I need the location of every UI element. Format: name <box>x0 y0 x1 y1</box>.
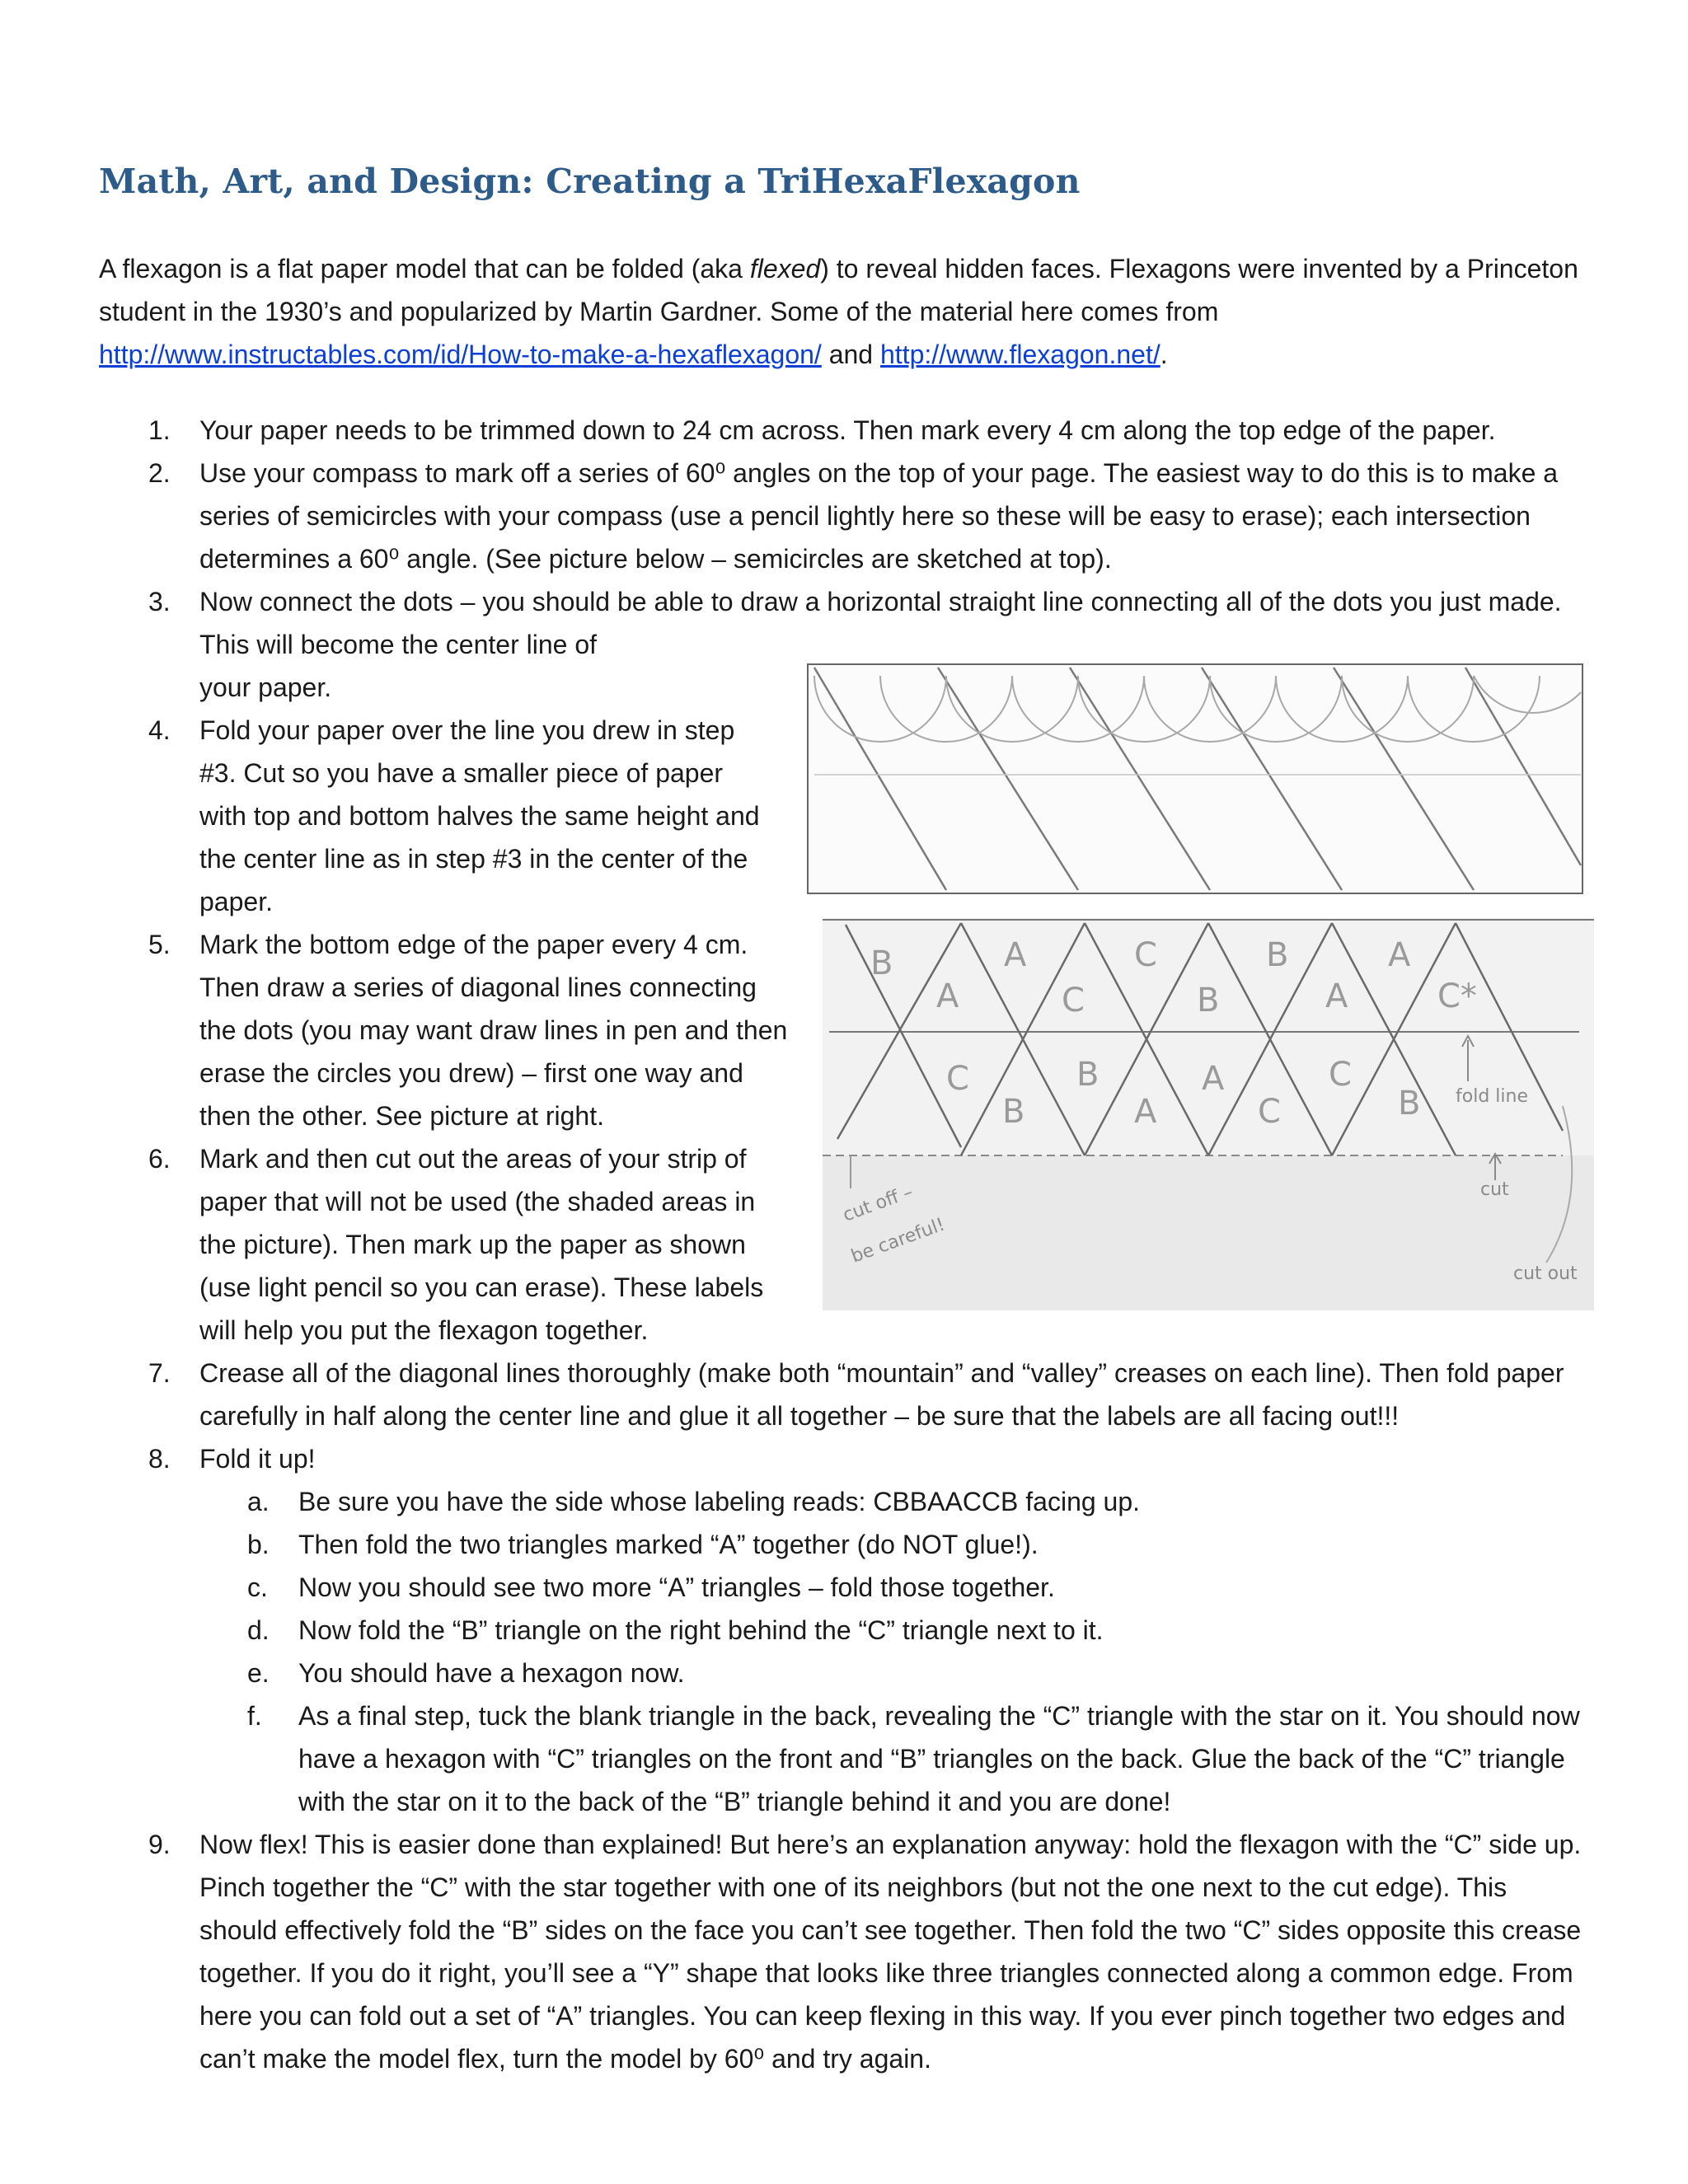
step-2-text: Use your compass to mark off a series of 60⁰ angles on the top of your page. The easiest way to do this is to make a series of semicircles with your compass (use a pencil lightly here so these will be easy to erase); each intersection determines a 60⁰ angle. (See picture below – semicircles are sketched at top). <box>199 458 1559 574</box>
label-top-2: C <box>1134 936 1157 974</box>
label-upper-2: B <box>1197 982 1220 1019</box>
page-title: Math, Art, and Design: Creating a TriHexaFlexagon <box>99 162 1081 201</box>
step-3-text-a: Now connect the dots – you should be able to draw a horizontal straight line connecting all of the dots you just made. This will become the center line of <box>199 587 1562 659</box>
flexagon-link[interactable]: http://www.flexagon.net/ <box>879 340 1160 369</box>
intro-flexed: flexed <box>749 254 821 284</box>
intro-paragraph <box>99 247 1582 376</box>
label-upper-4: C* <box>1437 977 1477 1015</box>
label-lower-2: A <box>1202 1060 1225 1098</box>
label-bottom-2: C <box>1258 1093 1281 1131</box>
step-number: 9. <box>148 1830 171 1859</box>
step-number: 6. <box>148 1144 171 1174</box>
step-number: 4. <box>148 715 171 745</box>
instructables-link[interactable]: http://www.instructables.com/id/How-to-make-a-hexaflexagon/ <box>99 340 822 369</box>
label-top-0: B <box>870 944 893 982</box>
substep-c-text: Now you should see two more “A” triangles – fold those together. <box>298 1572 1055 1602</box>
substep-letter: c. <box>247 1572 268 1602</box>
paper-outline <box>808 664 1582 893</box>
step-number: 2. <box>148 458 171 488</box>
cut-off-note: cut off – <box>840 1181 917 1226</box>
be-careful-note: be careful! <box>848 1214 948 1268</box>
substep-b-text: Then fold the two triangles marked “A” together (do NOT glue!). <box>298 1530 1039 1559</box>
step-7-text: Crease all of the diagonal lines thoroughly (make both “mountain” and “valley” creases on each line). Then fold paper carefully in half along the center line and glue it all together – be sure that the labels are all facing out!!! <box>199 1358 1564 1431</box>
step-1-text: Your paper needs to be trimmed down to 24 cm across. Then mark every 4 cm along the top edge of the paper. <box>199 415 1496 445</box>
label-top-3: B <box>1266 936 1289 974</box>
label-lower-1: B <box>1076 1056 1100 1094</box>
fold-line-note: fold line <box>1456 1086 1528 1107</box>
step-number: 3. <box>148 587 171 616</box>
intro-text: A flexagon is a flat paper model that can be folded (aka <box>99 254 750 284</box>
step-4-text: Fold your paper over the line you drew in step #3. Cut so you have a smaller piece of paper with top and bottom halves the same height and the center line as in step #3 in the center of the paper. <box>199 715 760 916</box>
substep-e-text: You should have a hexagon now. <box>298 1658 685 1688</box>
step-number: 1. <box>148 415 171 445</box>
substep-letter: f. <box>247 1701 262 1731</box>
cut-note: cut <box>1480 1179 1509 1200</box>
substep-d-text: Now fold the “B” triangle on the right behind the “C” triangle next to it. <box>298 1615 1104 1645</box>
label-lower-4: B <box>1398 1085 1421 1122</box>
step-number: 8. <box>148 1444 171 1474</box>
label-upper-3: A <box>1325 977 1348 1015</box>
intro-text: ) to reveal hidden faces. Flexagons were invented by a Princeton student in the 1930’s and popularized by Martin Gardner. Some of the material here comes from <box>99 254 1578 326</box>
label-lower-3: C <box>1329 1056 1352 1094</box>
step-3-text-b: your paper. <box>199 673 332 702</box>
step-6-text: Mark and then cut out the areas of your strip of paper that will not be used (the shaded areas in the picture). Then mark up the paper as shown (use light pencil so you can erase). These labels will help you put the flexagon together. <box>199 1144 764 1345</box>
label-lower-0: C <box>946 1060 969 1098</box>
substep-letter: d. <box>247 1615 270 1645</box>
label-bottom-0: B <box>1002 1093 1025 1131</box>
cut-out-note: cut out <box>1513 1263 1578 1284</box>
sketch-semicircles-figure <box>806 659 1586 898</box>
label-top-1: A <box>1004 936 1027 974</box>
substep-letter: a. <box>247 1487 270 1516</box>
label-upper-1: C <box>1062 982 1085 1019</box>
label-top-4: A <box>1388 936 1411 974</box>
substep-letter: b. <box>247 1530 270 1559</box>
intro-text: and <box>821 340 880 369</box>
intro-text: . <box>1160 340 1168 369</box>
substep-f-text: As a final step, tuck the blank triangle in the back, revealing the “C” triangle with the star on it. You should now have a hexagon with “C” triangles on the front and “B” triangles on the back. Glue the back of the “C” triangle with the star on it to the back of the “B” triangle behind it and you are done! <box>298 1701 1580 1816</box>
step-number: 5. <box>148 930 171 959</box>
step-5-text: Mark the bottom edge of the paper every 4 cm. Then draw a series of diagonal lines connecting the dots (you may want draw lines in pen and then erase the circles you drew) – first one way and then the other. See picture at right. <box>199 930 788 1131</box>
substep-a-text: Be sure you have the side whose labeling reads: CBBAACCB facing up. <box>298 1487 1141 1516</box>
step-number: 7. <box>148 1358 171 1388</box>
labeled-strip-figure <box>821 916 1596 1312</box>
step-8-text: Fold it up! <box>199 1444 316 1474</box>
label-bottom-1: A <box>1134 1093 1157 1131</box>
substep-letter: e. <box>247 1658 270 1688</box>
label-upper-0: A <box>936 977 959 1015</box>
step-9-text: Now flex! This is easier done than explained! But here’s an explanation anyway: hold the flexagon with the “C” side up. Pinch together the “C” with the star together with one of its neighbors (but not the one next to the cut edge). This should effectively fold the “B” sides on the face you can’t see together. Then fold the two “C” sides opposite this crease together. If you do it right, you’ll see a “Y” shape that looks like three triangles connected along a common edge. From here you can fold out a set of “A” triangles. You can keep flexing in this way. If you ever pinch together two edges and can’t make the model flex, turn the model by 60⁰ and try again. <box>199 1830 1582 2074</box>
